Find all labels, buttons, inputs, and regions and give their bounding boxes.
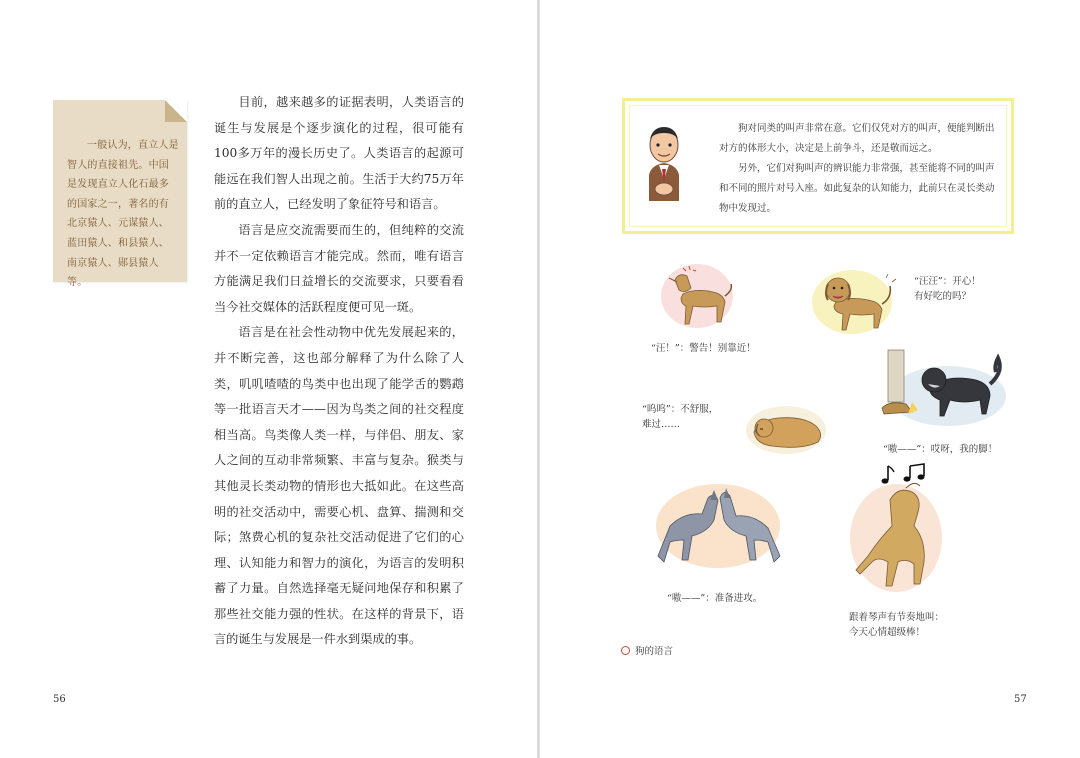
dog-happy-icon — [806, 262, 904, 338]
paragraph: 语言是应交流需要而生的，但纯粹的交流并不一定依赖语言才能完成。然而，唯有语言方能满足我们日益增长的交流要求，只要看看当今社交媒体的活跃程度便可见一斑。 — [214, 222, 464, 314]
body-text — [214, 90, 464, 653]
page-number-right: 57 — [1014, 694, 1027, 705]
quote-box — [622, 98, 1014, 234]
left-page — [0, 0, 538, 758]
caption-bullet-icon — [621, 646, 630, 655]
caption-happy-1: “汪汪”：开心！ — [914, 276, 981, 287]
figure-caption-text: 狗的语言 — [635, 646, 674, 657]
caption-warning: “汪！”：警告！别靠近！ — [651, 343, 756, 354]
quote-text — [719, 119, 999, 219]
dog-sad-icon — [742, 398, 830, 458]
caption-attack: “嗷——”：准备进攻。 — [667, 593, 763, 604]
page-number-left: 56 — [53, 694, 66, 705]
caption-sad-1: “呜呜”：不舒服， — [642, 404, 719, 415]
caption-sing-1: 跟着琴声有节奏地叫： — [849, 612, 945, 623]
caption-sing-2: 今天心情超级棒！ — [849, 627, 926, 638]
side-note-text: 一般认为，直立人是智人的直接祖先。中国是发现直立人化石最多的国家之一，著名的有北京猿人、元谋猿人、蓝田猿人、和县猿人、南京猿人、郧县猿人等。 — [67, 140, 179, 289]
caption-sad-2: 难过…… — [642, 419, 681, 430]
music-note-icon — [880, 462, 928, 490]
caption-hurt: “嗷——”：哎呀，我的脚！ — [883, 444, 998, 455]
caption-happy-2: 有好吃的吗？ — [914, 291, 972, 302]
quote-paragraph: 另外，它们对狗叫声的辨识能力非常强，甚至能将不同的叫声和不同的照片对号入座。如此复杂的认知能力，此前只在灵长类动物中发现过。 — [719, 163, 995, 214]
dog-hurt-icon — [878, 346, 1012, 430]
quote-paragraph: 狗对同类的叫声非常在意。它们仅凭对方的叫声，便能判断出对方的体形大小，决定是上前争斗，还是敬而远之。 — [719, 123, 995, 154]
paragraph: 目前，越来越多的证据表明，人类语言的诞生与发展是个逐步演化的过程，很可能有100多万年的漫长历史了。人类语言的起源可能远在我们智人出现之前。生活于大约75万年前的直立人，已经发明了象征符号和语言。 — [214, 95, 464, 212]
portrait-icon — [641, 123, 687, 203]
dog-barking-icon — [655, 258, 745, 334]
dogs-fighting-icon — [648, 470, 790, 574]
figure-caption — [621, 643, 673, 657]
side-note-card — [53, 100, 187, 289]
paragraph: 语言是在社会性动物中优先发展起来的，并不断完善，这也部分解释了为什么除了人类，叽叽喳喳的鸟类中也出现了能学舌的鹦鹉等一批语言天才——因为鸟类之间的社交程度相当高。鸟类像人类一样，与伴侣、朋友、家人之间的互动非常频繁、丰富与复杂。猴类与其他灵长类动物的情形也大抵如此。在这些高明的社交活动中，需要心机、盘算、揣测和交际；煞费心机的复杂社交活动促进了它们的心理、认知能力和智力的演化，为语言的发明积蓄了力量。自然选择毫无疑问地保存和积累了那些社交能力强的性状。在这样的背景下，语言的诞生与发展是一件水到渠成的事。 — [214, 325, 464, 647]
